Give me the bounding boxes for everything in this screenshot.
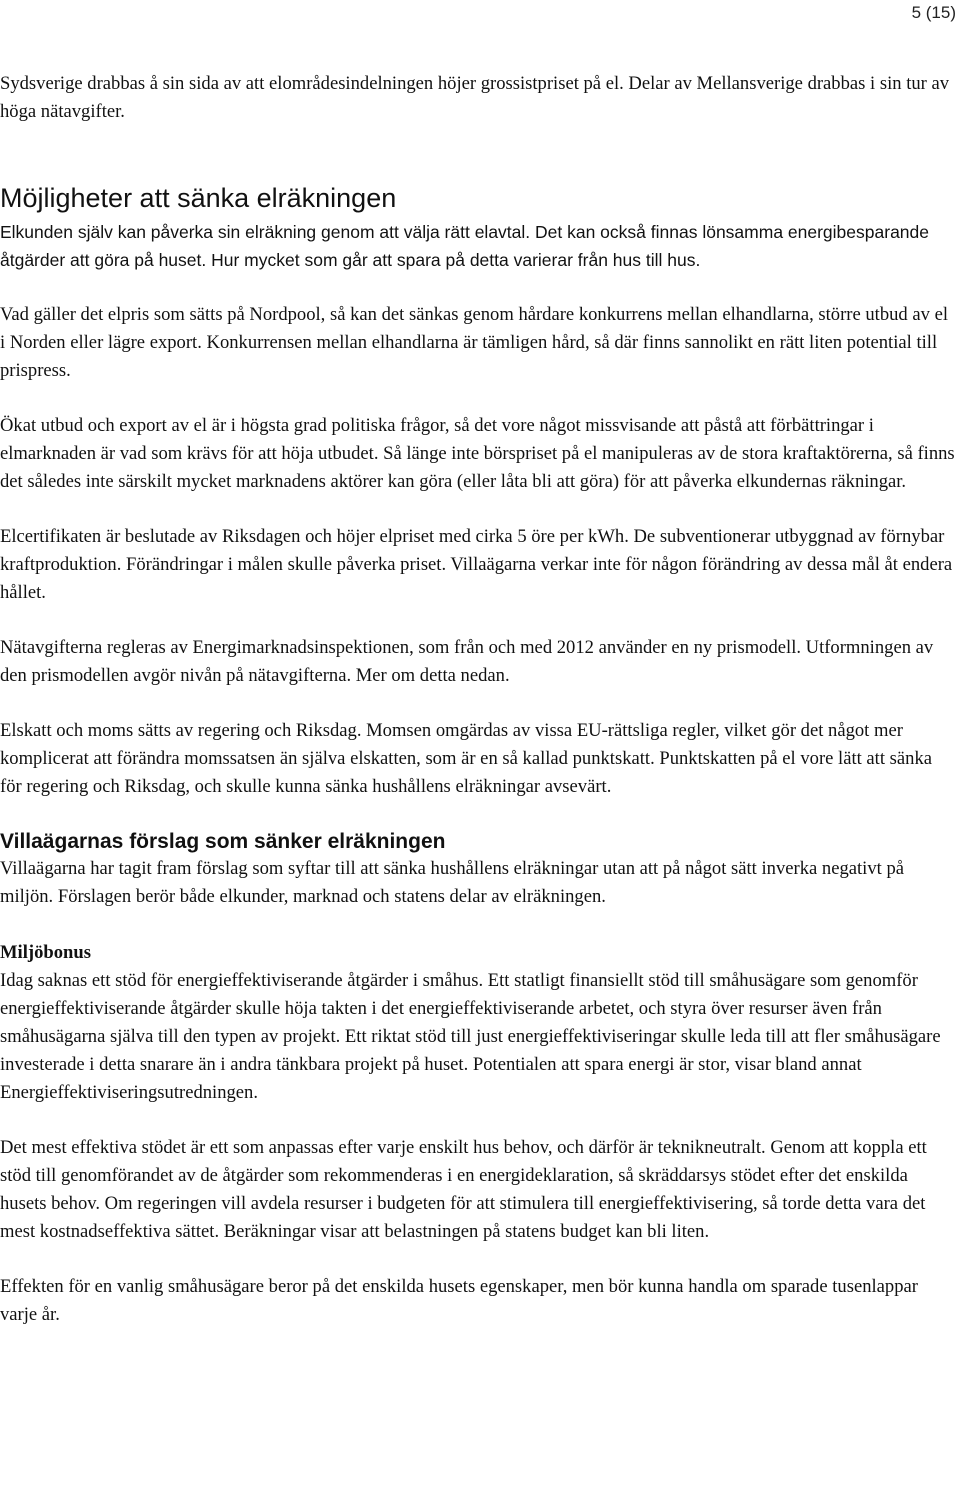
body-paragraph: Effekten för en vanlig småhusägare beror på det enskilda husets egenskaper, men bör kunna handla om sparade tusenlappar varje år. [0, 1276, 918, 1325]
body-paragraph: Elskatt och moms sätts av regering och Riksdag. Momsen omgärdas av vissa EU-rättsliga regler, vilket gör det något mer komplicerat att förändra momssatsen än själva elskatten, som är en så kallad punktskatt. Punktskatten på el vore lätt att sänka för regering och Riksdag, och skulle kunna sänka hushållens elräkningar avsevärt. [0, 720, 933, 797]
body-paragraph: Idag saknas ett stöd för energieffektiviserande åtgärder i småhus. Ett statligt finansiellt stöd till småhusägare som genomför energieffektiviserande åtgärder skulle höja takten i det energieffektiviserande arbetet, och styra över resurser även från småhusägarna själva till den typen av projekt. Ett riktat stöd till just energieffektiviseringar skulle leda till att fler småhusägare investerade i detta snarare än i andra tänkbara projekt på huset. Potentialen att spara energi är stor, visar bland annat Energieffektiviseringsutredningen. [0, 970, 941, 1103]
subheading-miljobonus: Miljöbonus [0, 942, 91, 963]
body-paragraph: Nätavgifterna regleras av Energimarknadsinspektionen, som från och med 2012 använder en ny prismodell. Utformningen av den prismodellen avgör nivån på nätavgifterna. Mer om detta nedan. [0, 637, 934, 686]
body-paragraph: Ökat utbud och export av el är i högsta grad politiska frågor, så det vore något missvisande att påstå att förbättringar i elmarknaden är vad som krävs för att höja utbudet. Så länge inte börspriset på el manipuleras av de stora kraftaktörerna, så finns det således inte särskilt mycket marknadens aktörer kan göra (eller låta bli att göra) för att påverka elkundernas räkningar. [0, 415, 955, 492]
section-heading-mojligheter: Möjligheter att sänka elräkningen [0, 183, 397, 213]
section-intro-paragraph: Villaägarna har tagit fram förslag som syftar till att sänka hushållens elräkningar utan att på något sätt inverka negativt på miljön. Förslagen berör både elkunder, marknad och statens delar av elräkningen. [0, 858, 904, 907]
body-paragraph: Det mest effektiva stödet är ett som anpassas efter varje enskilt hus behov, och därför är teknikneutralt. Genom att koppla ett stöd till genomförandet av de åtgärder som rekommenderas i en energideklaration, så skräddarsys stödet efter det enskilda husets behov. Om regeringen vill avdela resurser i budgeten för att stimulera till energieffektivisering, så torde detta vara det mest kostnadseffektiva sättet. Beräkningar visar att belastningen på statens budget kan bli liten. [0, 1137, 927, 1242]
document-body [0, 70, 955, 1329]
body-paragraph: Vad gäller det elpris som sätts på Nordpool, så kan det sänkas genom hårdare konkurrens mellan elhandlarna, större utbud av el i Norden eller lägre export. Konkurrensen mellan elhandlarna är tämligen hård, så där finns sannolikt en rätt liten potential till prispress. [0, 304, 948, 381]
intro-paragraph: Sydsverige drabbas å sin sida av att elområdesindelningen höjer grossistpriset på el. Delar av Mellansverige drabbas i sin tur av höga nätavgifter. [0, 73, 950, 122]
section-heading-forslag: Villaägarnas förslag som sänker elräkningen [0, 830, 446, 853]
body-paragraph: Elcertifikaten är beslutade av Riksdagen och höjer elpriset med cirka 5 öre per kWh. De subventionerar utbyggnad av förnybar kraftproduktion. Förändringar i målen skulle påverka priset. Villaägarna verkar inte för någon förändring av dessa mål åt endera hållet. [0, 526, 953, 603]
section-lead-paragraph: Elkunden själv kan påverka sin elräkning genom att välja rätt elavtal. Det kan också finnas lönsamma energibesparande åtgärder att göra på huset. Hur mycket som går att spara på detta varierar från hus till hus. [0, 222, 929, 270]
page-number: 5 (15) [911, 3, 956, 22]
